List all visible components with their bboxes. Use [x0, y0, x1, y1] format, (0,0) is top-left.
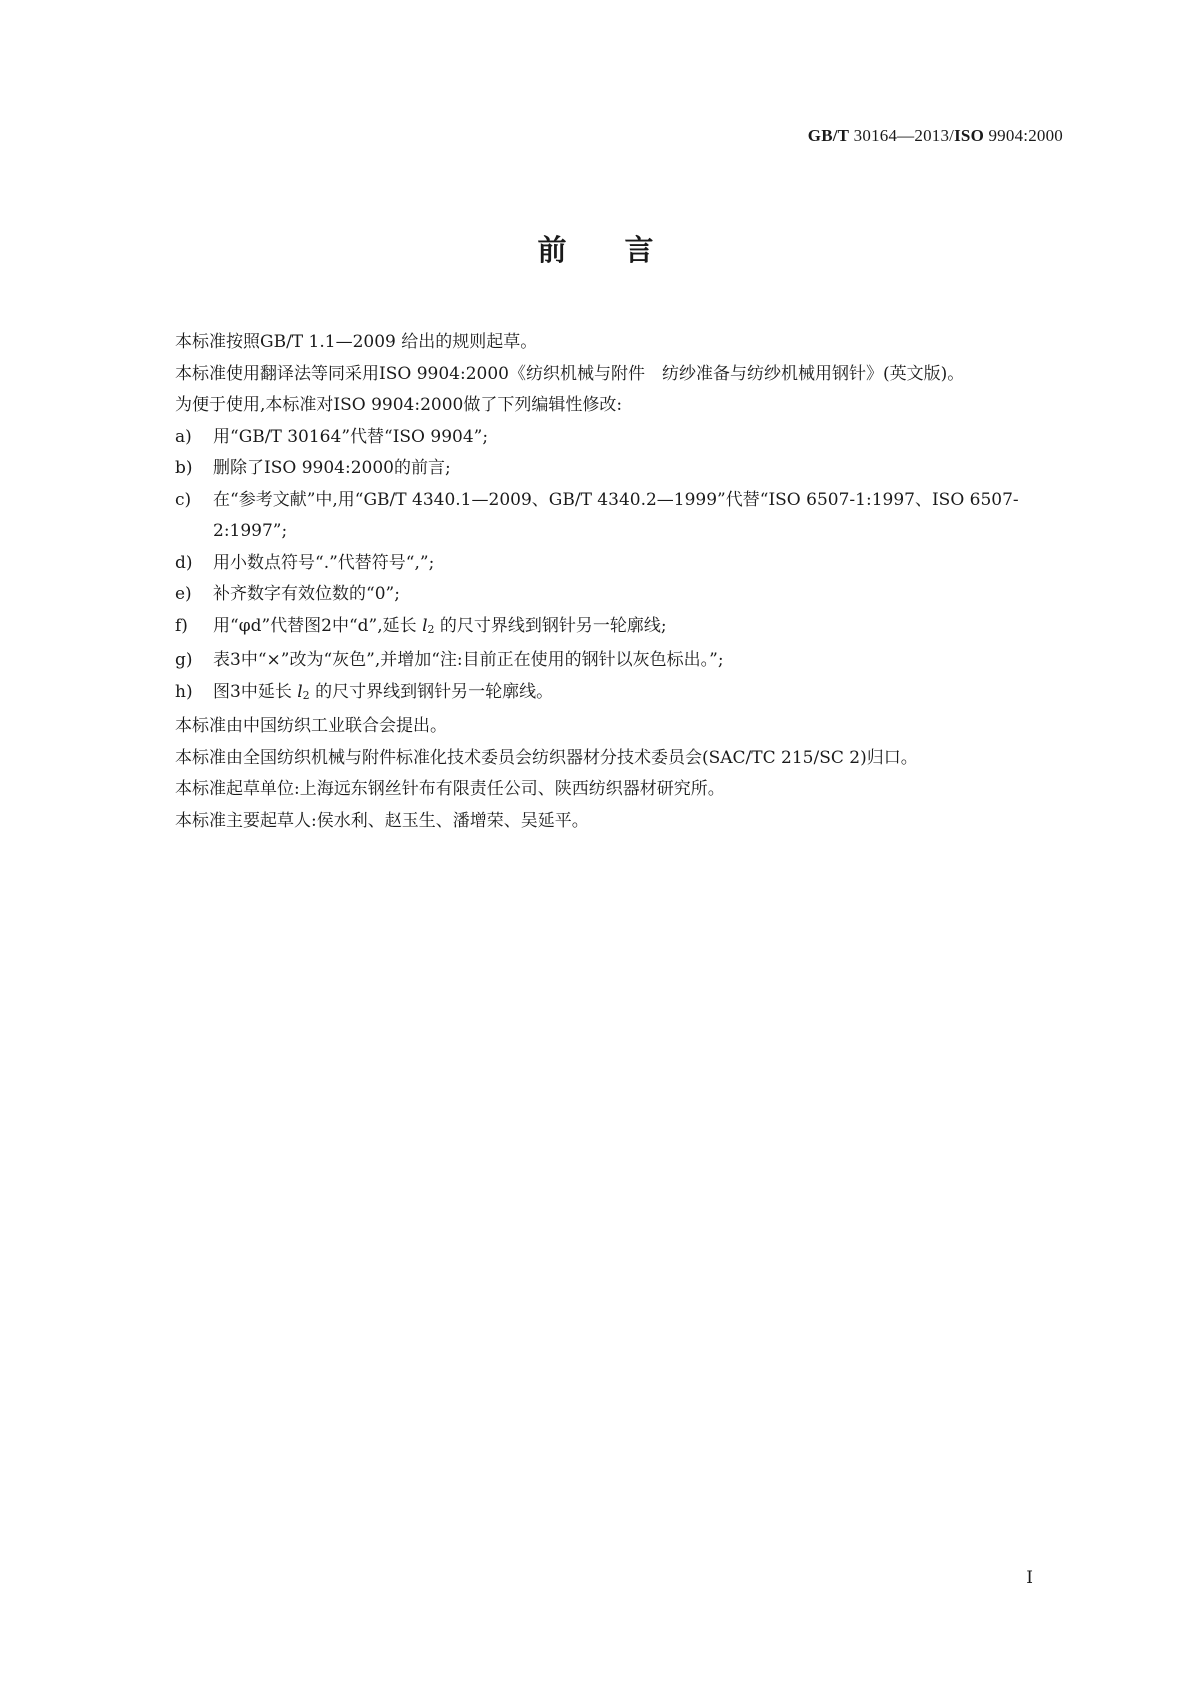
list-item-text: 在“参考文献”中,用“GB/T 4340.1—2009、GB/T 4340.2—1999”代替“ISO 6507-1:1997、ISO 6507-2:1997”; [213, 489, 1019, 541]
math-subscript: 2 [427, 622, 435, 636]
list-item-label: g) [175, 650, 193, 670]
list-item-text: 用小数点符号“.”代替符号“,”; [213, 552, 435, 573]
page-title: 前言 [537, 233, 712, 267]
list-item [175, 645, 1065, 677]
list-item-text [213, 611, 1065, 646]
list-item-text: 补齐数字有效位数的“0”; [213, 584, 400, 604]
foreword-body [127, 327, 1065, 837]
text-segment: 图3中延长 [213, 681, 292, 702]
list-item [175, 677, 1065, 712]
paragraph-drafting-units: 本标准起草单位:上海远东钢丝针布有限责任公司、陕西纺织器材研究所。 [175, 779, 725, 799]
list-item-label: h) [175, 681, 193, 702]
header-code-bold-1: GB/T [807, 126, 850, 145]
paragraph-proposer: 本标准由中国纺织工业联合会提出。 [175, 716, 447, 736]
list-item-text: 表3中“×”改为“灰色”,并增加“注:目前正在使用的钢针以灰色标出。”; [213, 650, 724, 670]
list-item-label: d) [175, 552, 193, 573]
paragraph-technical-committee: 本标准由全国纺织机械与附件标准化技术委员会纺织器材分技术委员会(SAC/TC 215/SC 2)归口。 [175, 747, 918, 768]
header-code-plain-1: 30164—2013/ [849, 126, 955, 145]
text-segment: 的尺寸界线到钢针另一轮廓线。 [315, 681, 554, 702]
list-item [175, 453, 1065, 485]
paragraph-adoption: 本标准使用翻译法等同采用ISO 9904:2000《纺织机械与附件 纺纱准备与纺纱机械用钢针》(英文版)。 [175, 363, 965, 384]
list-item [175, 611, 1065, 646]
header-code-plain-2: 9904:2000 [984, 126, 1063, 145]
math-variable: l [422, 615, 428, 636]
header-code-bold-2: ISO [954, 126, 985, 145]
list-item-label: e) [175, 584, 192, 604]
math-variable: l [297, 681, 303, 702]
math-subscript: 2 [302, 688, 310, 702]
list-item [175, 485, 1065, 548]
list-item-label: f) [175, 615, 188, 636]
paragraph-drafting-rules: 本标准按照GB/T 1.1—2009 给出的规则起草。 [175, 332, 538, 352]
list-item [175, 548, 1065, 580]
list-item-text: 用“GB/T 30164”代替“ISO 9904”; [213, 426, 489, 447]
list-item [175, 422, 1065, 454]
paragraph-modifications-intro: 为便于使用,本标准对ISO 9904:2000做了下列编辑性修改: [175, 395, 623, 415]
text-segment: 用“φd”代替图2中“d”,延长 [213, 615, 417, 636]
list-item-text [213, 677, 1065, 712]
list-item [175, 579, 1065, 611]
list-item-label: a) [175, 426, 192, 447]
list-item-label: c) [175, 489, 192, 510]
page-number: I [1026, 1568, 1033, 1588]
text-segment: 的尺寸界线到钢针另一轮廓线; [439, 615, 667, 636]
list-item-label: b) [175, 458, 193, 478]
list-item-text: 删除了ISO 9904:2000的前言; [213, 458, 451, 478]
paragraph-drafters: 本标准主要起草人:侯水利、赵玉生、潘增荣、吴延平。 [175, 810, 589, 831]
standard-number-header [808, 126, 1063, 146]
